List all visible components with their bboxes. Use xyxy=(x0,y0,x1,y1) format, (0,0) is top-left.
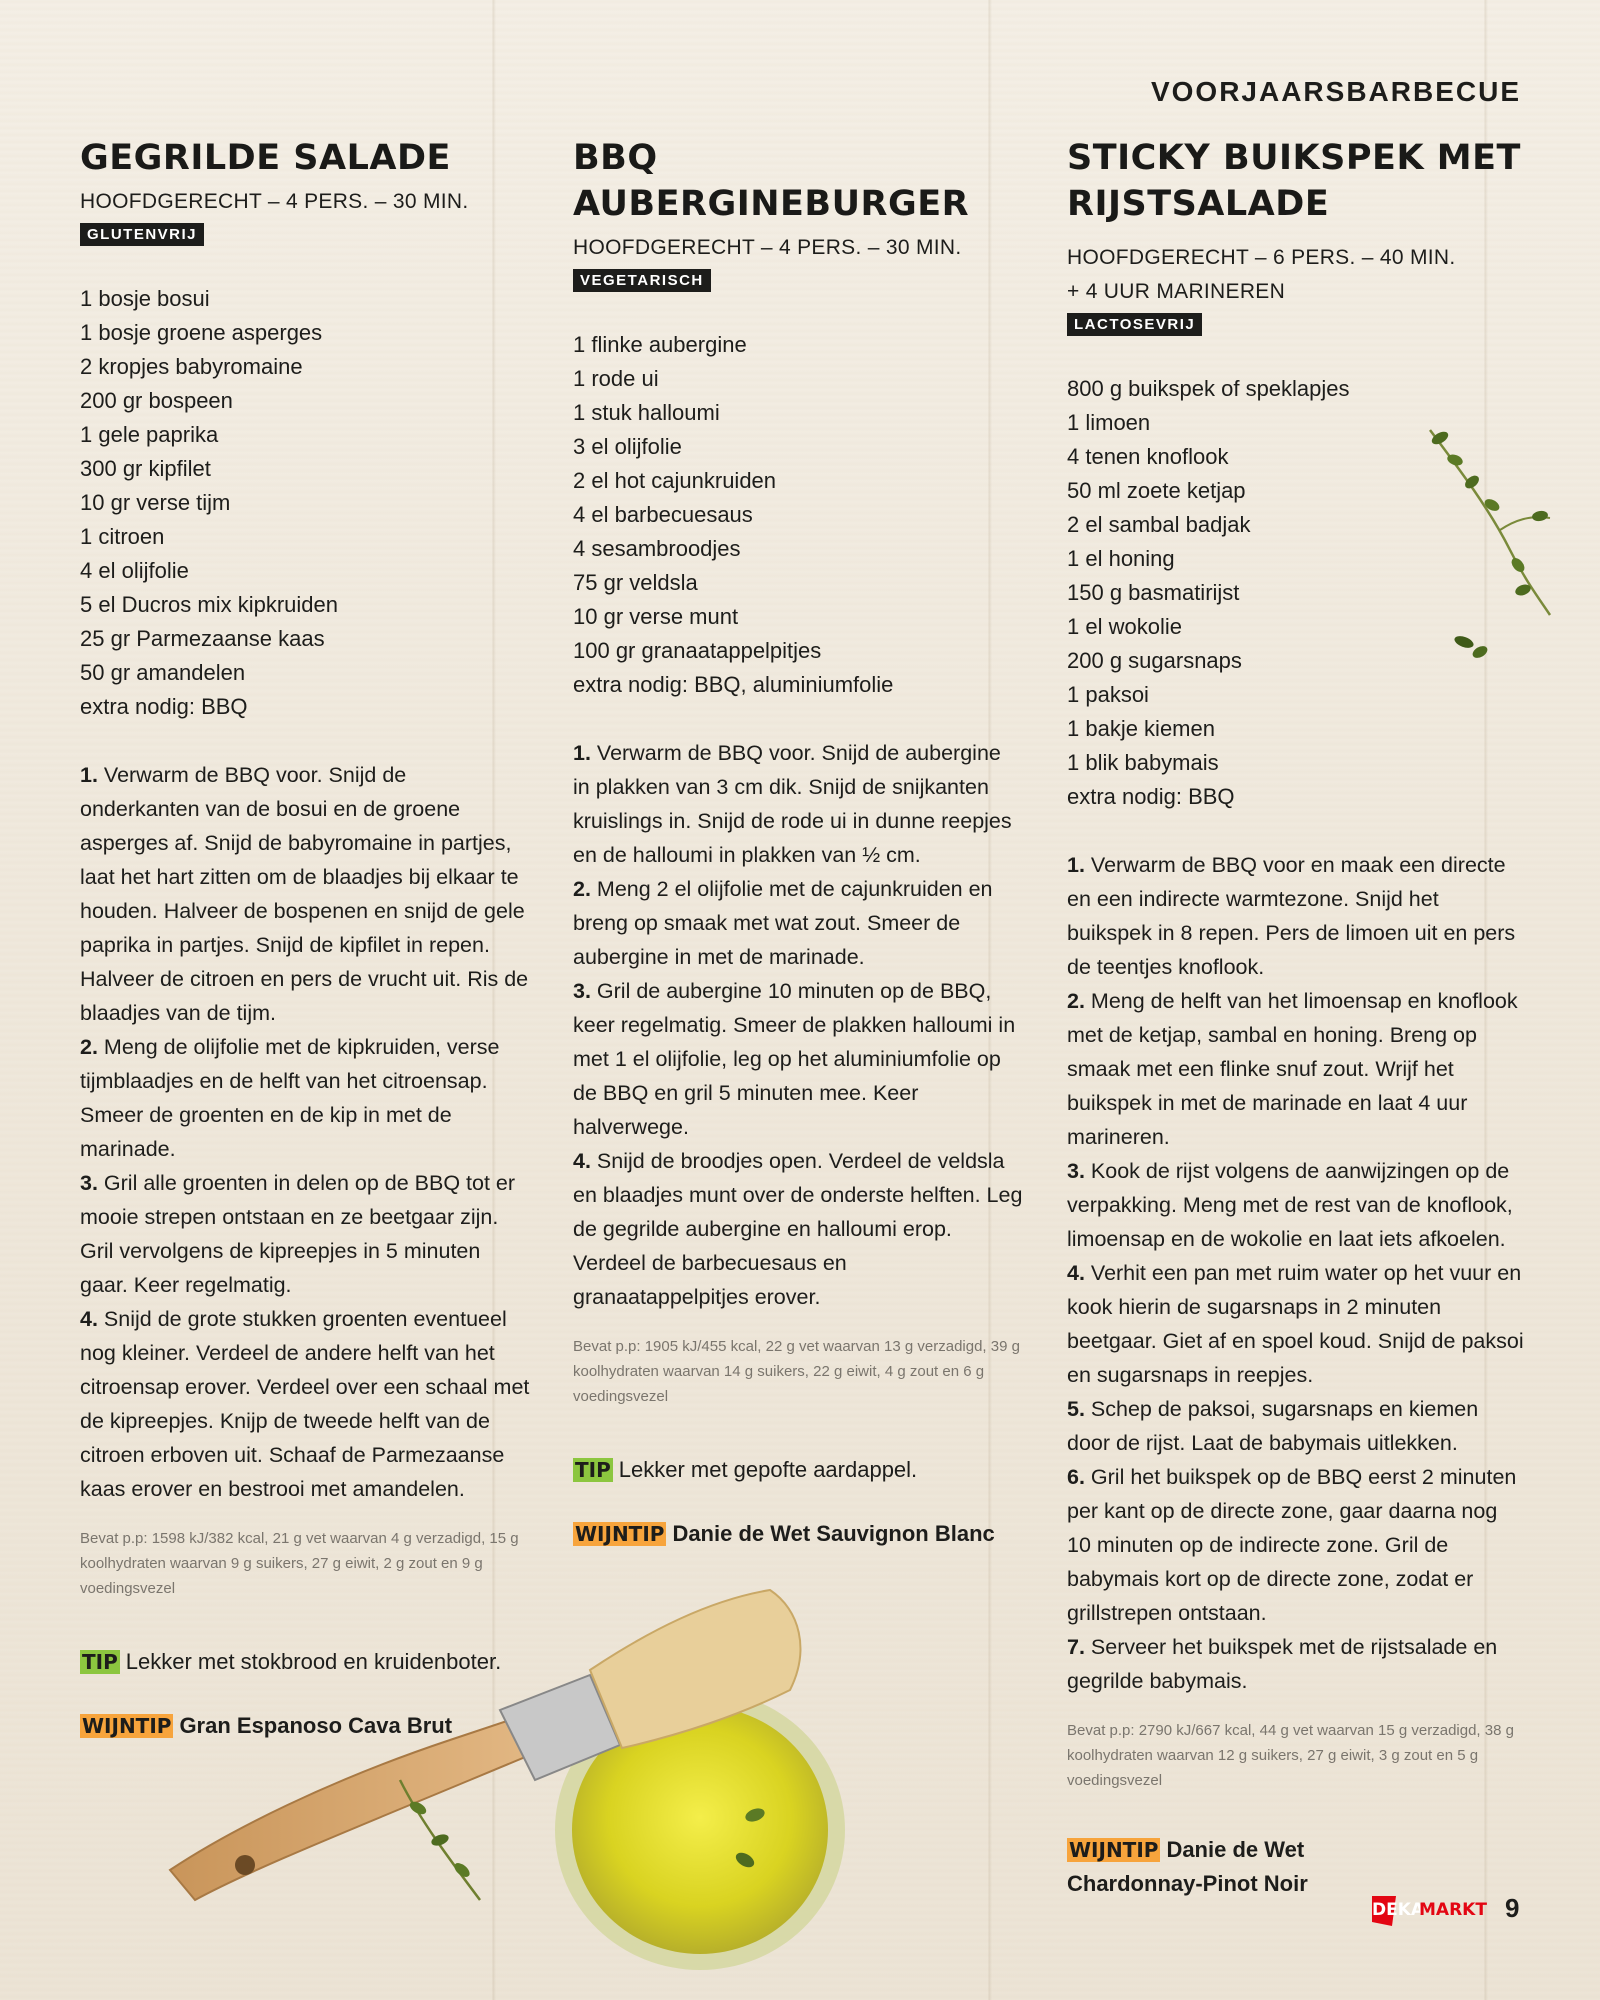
wine-tip-label: WIJNTIP xyxy=(1069,1838,1159,1862)
step-text: Snijd de grote stukken groenten eventueel nog kleiner. Verdeel de andere helft van het citroensap erover. Verdeel over een schaal met de kipreepjes. Knijp de tweede helft van de citroen erboven uit. Schaaf de Parmezaanse kaas erover en bestrooi met amandelen. xyxy=(80,1307,530,1501)
ingredient: 2 el sambal badjak xyxy=(1067,512,1251,537)
step xyxy=(1067,984,1527,1154)
step-text: Schep de paksoi, sugarsnaps en kiemen door de rijst. Laat de babymais uitlekken. xyxy=(1067,1397,1479,1455)
preparation-steps xyxy=(80,758,530,1506)
ingredient: 2 el hot cajunkruiden xyxy=(573,468,777,493)
step-text: Verwarm de BBQ voor. Snijd de onderkanten van de bosui en de groene asperges af. Snijd de babyromaine in partjes, laat het hart zitten om de blaadjes bij elkaar te houden. Halveer de bospenen en snijd de gele paprika in partjes. Snijd de kipfilet in repen. Halveer de citroen en pers de vrucht uit. Ris de blaadjes van de tijm. xyxy=(80,763,529,1025)
recipe-meta: HOOFDGERECHT – 4 PERS. – 30 MIN. xyxy=(573,236,962,259)
step-text: Serveer het buikspek met de rijstsalade en gegrilde babymais. xyxy=(1067,1635,1498,1693)
step-text: Verhit een pan met ruim water op het vuur en kook hierin de sugarsnaps in 2 minuten beetgaar. Giet af en spoel koud. Snijd de paksoi en sugarsnaps in reepjes. xyxy=(1067,1261,1524,1387)
preparation-steps xyxy=(1067,848,1527,1698)
step xyxy=(573,1144,1023,1314)
step-number: 4. xyxy=(1067,1261,1085,1285)
recipe-meta-extra: + 4 UUR MARINEREN xyxy=(1067,280,1286,303)
wine-tip-text: Gran Espanoso Cava Brut xyxy=(179,1713,453,1738)
ingredient: 1 blik babymais xyxy=(1067,750,1219,775)
step-text: Meng de olijfolie met de kipkruiden, verse tijmblaadjes en de helft van het citroensap. Smeer de groenten en de kip in met de marinade. xyxy=(80,1035,500,1161)
ingredient: 10 gr verse munt xyxy=(573,604,739,629)
recipe-meta: HOOFDGERECHT – 4 PERS. – 30 MIN. xyxy=(80,190,469,213)
wine-tip xyxy=(1067,1833,1357,1901)
tip xyxy=(573,1453,1023,1487)
step-text: Meng de helft van het limoensap en knoflook met de ketjap, sambal en honing. Breng op smaak met een flinke snuf zout. Wrijf het buikspek in met de marinade en laat 4 uur marineren. xyxy=(1067,989,1518,1149)
ingredient: 1 el wokolie xyxy=(1067,614,1182,639)
ingredient: 1 stuk halloumi xyxy=(573,400,720,425)
logo-text-markt: MARKT xyxy=(1419,1900,1487,1920)
ingredient: 1 gele paprika xyxy=(80,422,219,447)
wine-tip-label: WIJNTIP xyxy=(82,1714,172,1738)
ingredient: 50 gr amandelen xyxy=(80,660,246,685)
recipe-title: BBQ AUBERGINEBURGER xyxy=(573,138,970,224)
recipe-meta: HOOFDGERECHT – 6 PERS. – 40 MIN. xyxy=(1067,246,1456,269)
step xyxy=(80,1302,530,1506)
ingredient: 1 paksoi xyxy=(1067,682,1149,707)
step-number: 5. xyxy=(1067,1397,1085,1421)
diet-badge: LACTOSEVRIJ xyxy=(1067,313,1202,336)
step-number: 3. xyxy=(80,1171,98,1195)
step-number: 2. xyxy=(573,877,591,901)
wine-tip-text: Danie de Wet Sauvignon Blanc xyxy=(672,1521,995,1546)
ingredient: 4 el olijfolie xyxy=(80,558,189,583)
wine-tip-label: WIJNTIP xyxy=(575,1522,665,1546)
step-text: Kook de rijst volgens de aanwijzingen op de verpakking. Meng met de rest van de knoflook, limoensap en de wokolie en laat iets afkoelen. xyxy=(1067,1159,1513,1251)
step-text: Snijd de broodjes open. Verdeel de veldsla en blaadjes munt over de onderste helften. Leg de gegrilde aubergine en halloumi erop. Verdeel de barbecuesaus en granaatappelpitjes erover. xyxy=(573,1149,1023,1309)
step xyxy=(1067,1256,1527,1392)
nutrition-info: Bevat p.p: 2790 kJ/667 kcal, 44 g vet waarvan 15 g verzadigd, 38 g koolhydraten waarvan 12 g suikers, 27 g eiwit, 3 g zout en 5 g voedingsvezel xyxy=(1067,1722,1514,1789)
ingredient: 1 citroen xyxy=(80,524,165,549)
nutrition-info: Bevat p.p: 1598 kJ/382 kcal, 21 g vet waarvan 4 g verzadigd, 15 g koolhydraten waarvan 9 g suikers, 27 g eiwit, 2 g zout en 9 g voedingsvezel xyxy=(80,1530,519,1597)
nutrition-info: Bevat p.p: 1905 kJ/455 kcal, 22 g vet waarvan 13 g verzadigd, 39 g koolhydraten waarvan 14 g suikers, 22 g eiwit, 4 g zout en 6 g voedingsvezel xyxy=(573,1338,1020,1405)
ingredient: 10 gr verse tijm xyxy=(80,490,231,515)
step-text: Gril de aubergine 10 minuten op de BBQ, keer regelmatig. Smeer de plakken halloumi in met 1 el olijfolie, leg op het aluminiumfolie op de BBQ en gril 5 minuten mee. Keer halverwege. xyxy=(573,979,1016,1139)
ingredient: 200 gr bospeen xyxy=(80,388,233,413)
tip-label: TIP xyxy=(575,1458,611,1482)
wine-tip-text: Danie de Wet Chardonnay-Pinot Noir xyxy=(1067,1837,1308,1896)
logo-text-deka: DEKA xyxy=(1372,1900,1425,1920)
step xyxy=(1067,1392,1527,1460)
step xyxy=(573,736,1023,872)
ingredient: 300 gr kipfilet xyxy=(80,456,211,481)
step-text: Meng 2 el olijfolie met de cajunkruiden en breng op smaak met wat zout. Smeer de aubergine in met de marinade. xyxy=(573,877,993,969)
preparation-steps xyxy=(573,736,1023,1314)
step-number: 4. xyxy=(80,1307,98,1331)
step-number: 4. xyxy=(573,1149,591,1173)
step xyxy=(573,872,1023,974)
ingredient: 75 gr veldsla xyxy=(573,570,698,595)
ingredient: 100 gr granaatappelpitjes xyxy=(573,638,822,663)
ingredient: 4 tenen knoflook xyxy=(1067,444,1229,469)
wine-tip xyxy=(573,1517,1023,1551)
step-text: Verwarm de BBQ voor en maak een directe en een indirecte warmtezone. Snijd het buikspek in 8 repen. Pers de limoen uit en pers de teentjes knoflook. xyxy=(1067,853,1516,979)
step-text: Gril het buikspek op de BBQ eerst 2 minuten per kant op de directe zone, gaar daarna nog 10 minuten op de indirecte zone. Gril de babymais kort op de directe zone, zodat er grillstrepen ontstaan. xyxy=(1067,1465,1517,1625)
step xyxy=(80,1030,530,1166)
brush-and-oil-bowl-image xyxy=(150,1570,910,1990)
ingredient: extra nodig: BBQ, aluminiumfolie xyxy=(573,672,894,697)
ingredient: 3 el olijfolie xyxy=(573,434,682,459)
step xyxy=(1067,848,1527,984)
step xyxy=(1067,1460,1527,1630)
ingredient: 4 el barbecuesaus xyxy=(573,502,753,527)
ingredient: extra nodig: BBQ xyxy=(1067,784,1235,809)
recipe-title: STICKY BUIKSPEK MET RIJSTSALADE xyxy=(1067,138,1521,224)
ingredient-list xyxy=(573,328,1023,702)
step xyxy=(1067,1154,1527,1256)
step-number: 2. xyxy=(1067,989,1085,1013)
section-title: VOORJAARSBARBECUE xyxy=(1150,76,1521,107)
step-text: Verwarm de BBQ voor. Snijd de aubergine in plakken van 3 cm dik. Snijd de snijkanten kruislings in. Snijd de rode ui in dunne reepjes en de halloumi in plakken van ½ cm. xyxy=(573,741,1012,867)
ingredient-list xyxy=(80,282,530,724)
diet-badge: VEGETARISCH xyxy=(573,269,711,292)
step xyxy=(1067,1630,1527,1698)
tip-text: Lekker met gepofte aardappel. xyxy=(618,1457,918,1482)
ingredient: 5 el Ducros mix kipkruiden xyxy=(80,592,338,617)
ingredient: extra nodig: BBQ xyxy=(80,694,248,719)
ingredient: 25 gr Parmezaanse kaas xyxy=(80,626,325,651)
tip-text: Lekker met stokbrood en kruidenboter. xyxy=(125,1649,502,1674)
recipe-title: GEGRILDE SALADE xyxy=(80,138,451,178)
step-number: 1. xyxy=(573,741,591,765)
step-text: Gril alle groenten in delen op de BBQ tot er mooie strepen ontstaan en ze beetgaar zijn. Gril vervolgens de kipreepjes in 5 minuten gaar. Keer regelmatig. xyxy=(80,1171,516,1297)
dekamarkt-logo xyxy=(1368,1892,1488,1928)
ingredient: 4 sesambroodjes xyxy=(573,536,741,561)
ingredient: 1 bosje groene asperges xyxy=(80,320,323,345)
page-number: 9 xyxy=(1505,1893,1520,1923)
ingredient: 1 flinke aubergine xyxy=(573,332,747,357)
ingredient: 150 g basmatirijst xyxy=(1067,580,1240,605)
ingredient: 1 el honing xyxy=(1067,546,1175,571)
step xyxy=(80,758,530,1030)
tip-label: TIP xyxy=(82,1650,118,1674)
step-number: 6. xyxy=(1067,1465,1085,1489)
ingredient: 1 limoen xyxy=(1067,410,1151,435)
recipe-bbq-auberginneburger xyxy=(573,135,1023,1551)
ingredient: 50 ml zoete ketjap xyxy=(1067,478,1246,503)
thyme-sprig-image xyxy=(1400,400,1570,670)
ingredient: 1 bosje bosui xyxy=(80,286,210,311)
recipe-gegrilde-salade xyxy=(80,135,530,1743)
ingredient: 1 rode ui xyxy=(573,366,659,391)
ingredient: 2 kropjes babyromaine xyxy=(80,354,303,379)
step-number: 3. xyxy=(573,979,591,1003)
step-number: 1. xyxy=(80,763,98,787)
step-number: 3. xyxy=(1067,1159,1085,1183)
step-number: 1. xyxy=(1067,853,1085,877)
step xyxy=(573,974,1023,1144)
ingredient: 200 g sugarsnaps xyxy=(1067,648,1242,673)
diet-badge: GLUTENVRIJ xyxy=(80,223,204,246)
step xyxy=(80,1166,530,1302)
ingredient: 1 bakje kiemen xyxy=(1067,716,1215,741)
ingredient: 800 g buikspek of speklapjes xyxy=(1067,376,1350,401)
step-number: 2. xyxy=(80,1035,98,1059)
step-number: 7. xyxy=(1067,1635,1085,1659)
